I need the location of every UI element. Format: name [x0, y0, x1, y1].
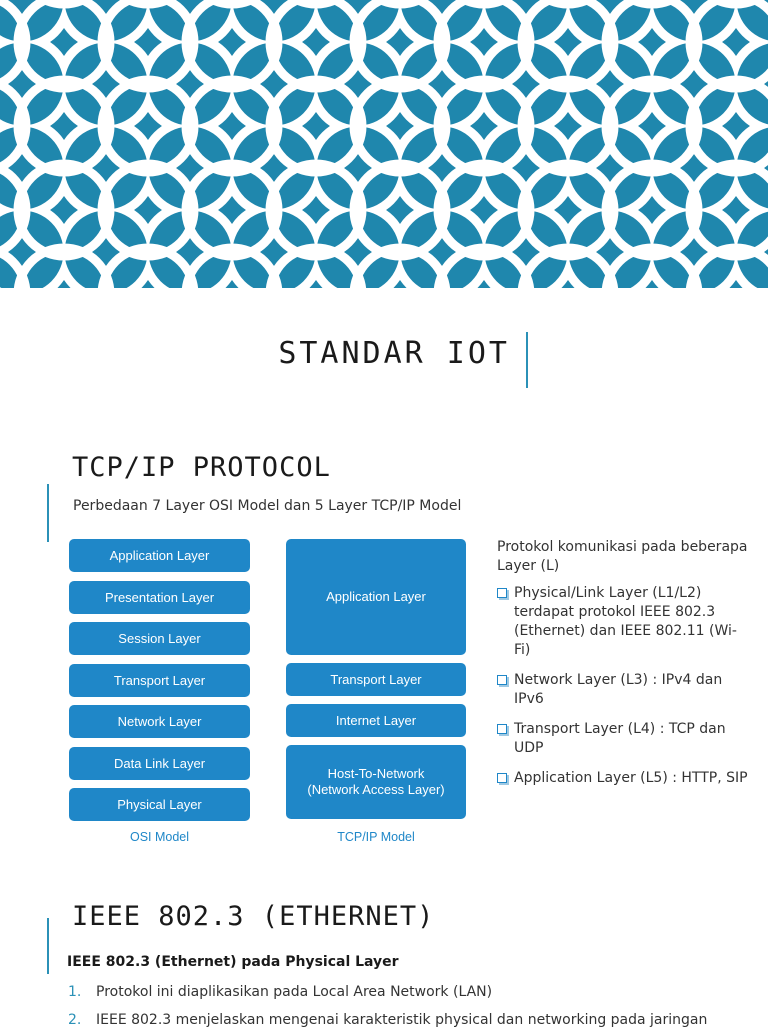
protocol-list [497, 584, 753, 788]
tcpip-title: TCP/IP PROTOCOL [72, 452, 331, 483]
osi-physical-layer: Physical Layer [69, 788, 250, 821]
osi-model-caption: OSI Model [129, 830, 190, 844]
title-accent-bar [526, 332, 528, 388]
section-accent-bar [47, 484, 49, 542]
square-bullet-icon [497, 724, 507, 734]
interlocking-circles-pattern [0, 0, 768, 288]
ieee-subtitle: IEEE 802.3 (Ethernet) pada Physical Layer [67, 954, 399, 970]
network-access-label: (Network Access Layer) [307, 782, 445, 797]
tcpip-subtitle: Perbedaan 7 Layer OSI Model dan 5 Layer TCP/IP Model [73, 498, 462, 514]
osi-data-link-layer: Data Link Layer [69, 747, 250, 780]
list-item: Application Layer (L5) : HTTP, SIP [497, 769, 753, 788]
tcpip-internet-layer: Internet Layer [286, 704, 466, 737]
pattern-banner [0, 0, 768, 288]
list-item: Physical/Link Layer (L1/L2) terdapat protokol IEEE 802.3 (Ethernet) dan IEEE 802.11 (Wi-Fi) [497, 584, 753, 660]
protocol-intro: Protokol komunikasi pada beberapa Layer (L) [497, 539, 748, 574]
osi-application-layer: Application Layer [69, 539, 250, 572]
tcpip-host-to-network-layer [286, 745, 466, 819]
list-item: 2. IEEE 802.3 menjelaskan mengenai karakteristik physical dan networking pada jaringan [68, 1012, 708, 1028]
osi-presentation-layer: Presentation Layer [69, 581, 250, 614]
osi-transport-layer: Transport Layer [69, 664, 250, 697]
tcpip-model-caption: TCP/IP Model [337, 830, 415, 844]
slide-title: STANDAR IOT [278, 336, 510, 371]
section-accent-bar [47, 918, 49, 974]
list-item: 1. Protokol ini diaplikasikan pada Local Area Network (LAN) [68, 984, 493, 1000]
title-slide [0, 288, 768, 413]
host-to-network-label: Host-To-Network [327, 766, 425, 781]
tcpip-transport-layer: Transport Layer [286, 663, 466, 696]
square-bullet-icon [497, 773, 507, 783]
square-bullet-icon [497, 588, 507, 598]
square-bullet-icon [497, 675, 507, 685]
list-item: Transport Layer (L4) : TCP dan UDP [497, 720, 753, 758]
list-item: Network Layer (L3) : IPv4 dan IPv6 [497, 671, 753, 709]
tcpip-application-layer: Application Layer [286, 539, 466, 655]
ieee-title: IEEE 802.3 (ETHERNET) [72, 901, 435, 932]
protocol-notes [497, 538, 753, 799]
osi-session-layer: Session Layer [69, 622, 250, 655]
osi-network-layer: Network Layer [69, 705, 250, 738]
